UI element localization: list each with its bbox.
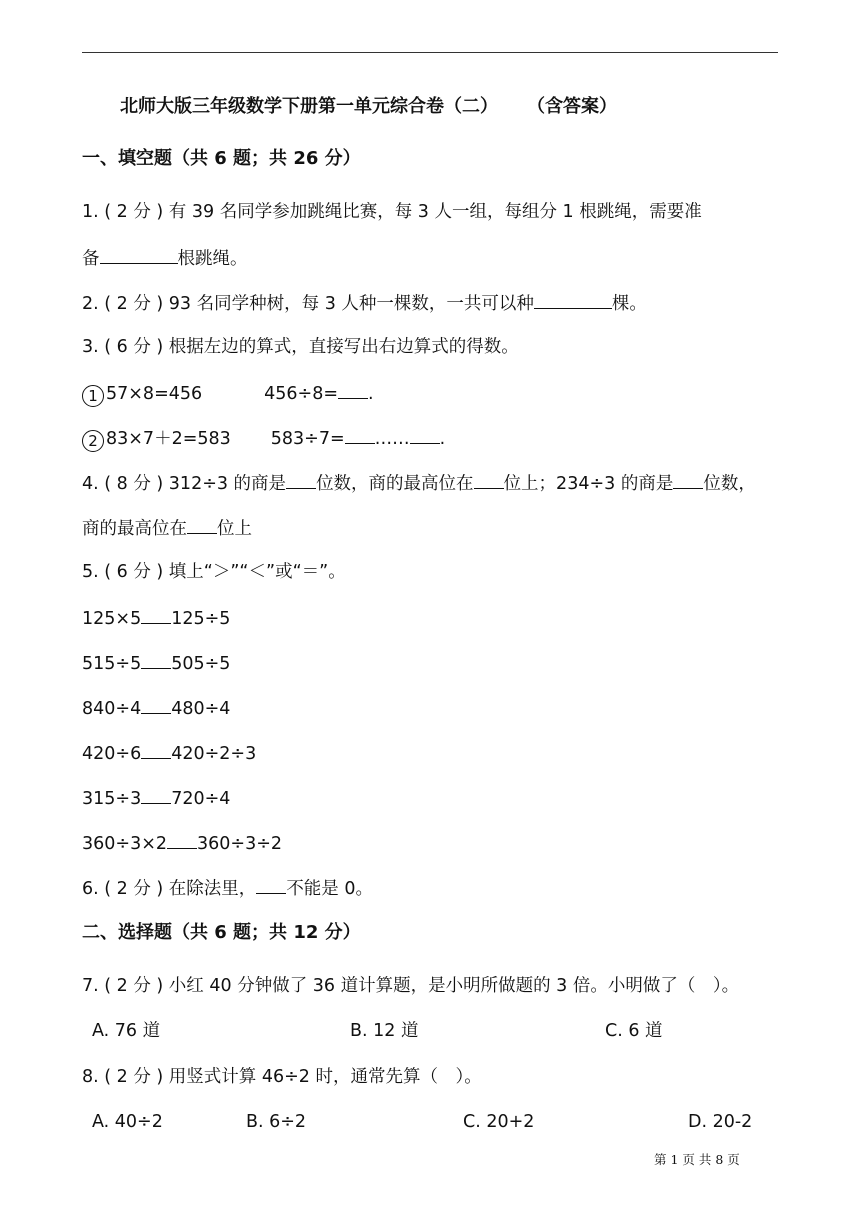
- q5-blank[interactable]: [141, 605, 171, 624]
- q4-text-1: 4. ( 8 分 ) 312÷3 的商是: [82, 474, 287, 494]
- q5-blank[interactable]: [141, 785, 171, 804]
- q3-r1-end: .: [368, 384, 374, 404]
- q6-line: [82, 875, 373, 901]
- q5-blank[interactable]: [167, 830, 197, 849]
- q3-r1-blank[interactable]: [338, 380, 368, 399]
- q4-text-6: 位上: [217, 519, 252, 539]
- q5-item: [82, 650, 230, 676]
- q1-text-a: 备: [82, 249, 100, 269]
- q5-right: 480÷4: [171, 699, 231, 719]
- q7-option-b[interactable]: B. 12 道: [350, 1021, 419, 1041]
- q5-item: [82, 785, 230, 811]
- title-main: 北师大版三年级数学下册第一单元综合卷（二）: [120, 96, 498, 117]
- q4-line1: [82, 470, 756, 496]
- circled-number-2: 2: [82, 430, 104, 452]
- q5-right: 125÷5: [171, 609, 231, 629]
- q4-text-5: 商的最高位在: [82, 519, 187, 539]
- q3-r2-left: 83×7＋2=583: [106, 429, 231, 449]
- q3-row1: [82, 380, 374, 407]
- q3-r2-blank-remainder[interactable]: [410, 425, 440, 444]
- q5-left: 515÷5: [82, 654, 142, 674]
- q8-option-b[interactable]: B. 6÷2: [246, 1112, 307, 1132]
- q4-blank-3[interactable]: [673, 470, 703, 489]
- q5-right: 720÷4: [171, 789, 231, 809]
- q5-item: [82, 740, 256, 766]
- q7-option-c[interactable]: C. 6 道: [605, 1021, 663, 1041]
- q7-stem: 7. ( 2 分 ) 小红 40 分钟做了 36 道计算题，是小明所做题的 3 倍。小明做了（ ）。: [82, 976, 740, 996]
- q3-row2: [82, 425, 445, 452]
- q5-left: 360÷3×2: [82, 834, 167, 854]
- q3-r2-ellipsis: ……: [374, 429, 410, 449]
- q3-r1-right: 456÷8=: [264, 384, 339, 404]
- q8-option-a[interactable]: A. 40÷2: [92, 1112, 163, 1132]
- q5-left: 840÷4: [82, 699, 142, 719]
- q1-blank[interactable]: [100, 245, 178, 264]
- q3-stem: 3. ( 6 分 ) 根据左边的算式，直接写出右边算式的得数。: [82, 337, 519, 357]
- q1-line2: [82, 245, 248, 271]
- q1-line1: 1. ( 2 分 ) 有 39 名同学参加跳绳比赛，每 3 人一组，每组分 1 根跳绳，需要准: [82, 202, 702, 222]
- header-rule: [82, 52, 778, 53]
- q6-text-b: 不能是 0。: [286, 879, 374, 899]
- q5-left: 125×5: [82, 609, 142, 629]
- q8-option-c[interactable]: C. 20+2: [463, 1112, 535, 1132]
- q2-text-a: 2. ( 2 分 ) 93 名同学种树，每 3 人种一棵数，一共可以种: [82, 294, 534, 314]
- q3-r2-right: 583÷7=: [270, 429, 345, 449]
- q5-item: [82, 695, 230, 721]
- q4-text-4: 位数，: [703, 474, 756, 494]
- q2-blank[interactable]: [534, 290, 612, 309]
- q3-r2-blank-quotient[interactable]: [345, 425, 375, 444]
- q5-blank[interactable]: [141, 740, 171, 759]
- q4-blank-2[interactable]: [474, 470, 504, 489]
- page-title: [120, 92, 617, 118]
- q5-blank[interactable]: [141, 695, 171, 714]
- q5-left: 315÷3: [82, 789, 142, 809]
- q4-blank-1[interactable]: [286, 470, 316, 489]
- q5-item: [82, 605, 230, 631]
- q2-line: [82, 290, 647, 316]
- q8-stem: 8. ( 2 分 ) 用竖式计算 46÷2 时，通常先算（ ）。: [82, 1067, 482, 1087]
- page-footer: 第 1 页 共 8 页: [654, 1152, 740, 1167]
- q5-right: 420÷2÷3: [171, 744, 257, 764]
- q2-text-b: 棵。: [611, 294, 647, 314]
- q5-stem: 5. ( 6 分 ) 填上“＞”“＜”或“＝”。: [82, 562, 346, 582]
- q3-r1-left: 57×8=456: [106, 384, 203, 404]
- title-answer-note: （含答案）: [536, 96, 617, 117]
- q3-r2-end: .: [439, 429, 446, 449]
- q5-right: 360÷3÷2: [197, 834, 282, 854]
- q4-blank-4[interactable]: [187, 515, 217, 534]
- q5-blank[interactable]: [141, 650, 171, 669]
- section-1-heading: 一、填空题（共 6 题；共 26 分）: [82, 148, 361, 169]
- q5-right: 505÷5: [171, 654, 231, 674]
- q4-text-3: 位上；234÷3 的商是: [503, 474, 674, 494]
- q5-item: [82, 830, 282, 856]
- q6-blank[interactable]: [256, 875, 286, 894]
- section-2-heading: 二、选择题（共 6 题；共 12 分）: [82, 922, 361, 943]
- q4-text-2: 位数，商的最高位在: [316, 474, 474, 494]
- circled-number-1: 1: [82, 385, 104, 407]
- q4-line2: [82, 515, 252, 541]
- q8-option-d[interactable]: D. 20-2: [688, 1112, 753, 1132]
- q1-text-b: 根跳绳。: [177, 249, 248, 269]
- q7-option-a[interactable]: A. 76 道: [92, 1021, 161, 1041]
- q5-left: 420÷6: [82, 744, 142, 764]
- q6-text-a: 6. ( 2 分 ) 在除法里，: [82, 879, 257, 899]
